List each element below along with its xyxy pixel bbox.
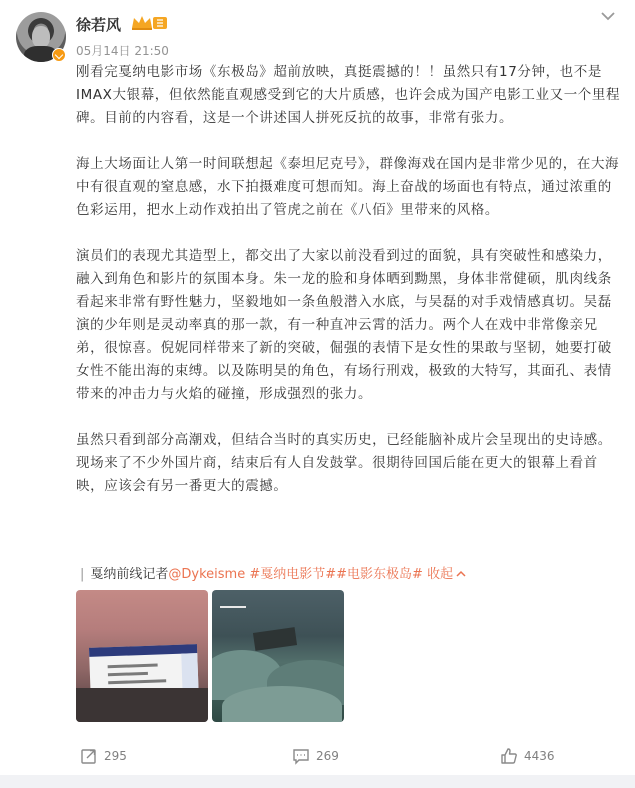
post-body (76, 61, 621, 521)
post-paragraph: 演员们的表现尤其造型上，都交出了大家以前没看到过的面貌，具有突破性和感染力，融入到角色和影片的氛围本身。朱一龙的脸和身体晒到黝黑，身体非常健硕，肌肉线条看起来非常有野性魅力，坚毅地如一条鱼般潜入水底，与吴磊的对手戏情感真切。吴磊演的少年则是灵动率真的那一款，有一种直冲云霄的活力。两个人在戏中非常像亲兄弟，很惊喜。倪妮同样带来了新的突破，倔强的表情下是女性的果敢与坚韧，她要打破女性不能出海的束缚。以及陈明昊的角色，有场行刑戏，极致的大特写，其面孔、表情带来的冲击力与火焰的碰撞，形成强烈的张力。 (76, 248, 612, 402)
post-image-poster[interactable] (212, 590, 344, 722)
feed-gap (0, 775, 635, 788)
username[interactable]: 徐若风 (76, 16, 122, 34)
avatar-face (32, 26, 50, 48)
post-source-line (80, 563, 466, 582)
repost-count: 295 (104, 749, 127, 763)
comment-button[interactable] (292, 747, 339, 765)
verified-badge-icon (52, 48, 66, 62)
action-bar (0, 742, 635, 770)
chevron-up-icon (456, 570, 466, 578)
comment-count: 269 (316, 749, 339, 763)
collapse-button[interactable] (427, 567, 466, 582)
post-paragraph: 刚看完戛纳电影市场《东极岛》超前放映，真挺震撼的！！虽然只有17分钟，也不是IMAX大银幕，但依然能直观感受到它的大片质感，也许会成为国产电影工业又一个里程碑。目前的内容看，这是一个讲述国人拼死反抗的故事，非常有张力。 (76, 64, 621, 126)
thumbs-up-icon (500, 747, 518, 765)
hashtag-link[interactable]: #戛纳电影节##电影东极岛# (249, 567, 423, 582)
mention-link[interactable]: @Dykeisme (168, 567, 246, 582)
collapse-label: 收起 (427, 567, 454, 582)
source-prefix: 戛纳前线记者 (90, 567, 169, 582)
post-paragraph: 海上大场面让人第一时间联想起《泰坦尼克号》，群像海戏在国内是非常少见的，在大海中有很直观的窒息感，水下拍摄难度可想而知。海上奋战的场面也有特点，通过浓重的色彩运用，把水上动作戏拍出了管虎之前在《八佰》里带来的风格。 (76, 156, 620, 218)
ship-shape (253, 627, 297, 651)
chevron-down-icon[interactable] (600, 10, 616, 22)
poster-logo (220, 596, 246, 608)
like-count: 4436 (524, 749, 555, 763)
like-button[interactable] (500, 747, 555, 765)
comment-icon (292, 747, 310, 765)
crown-badge-icon[interactable] (130, 14, 168, 31)
post-image-ticket[interactable] (76, 590, 208, 722)
post-paragraph: 虽然只看到部分高潮戏，但结合当时的真实历史，已经能脑补成片会呈现出的史诗感。现场来了不少外国片商，结束后有人自发鼓掌。很期待回国后能在更大的银幕上看首映，应该会有另一番更大的震撼。 (76, 432, 612, 494)
repost-icon (80, 747, 98, 765)
repost-button[interactable] (80, 747, 127, 765)
divider-bar: | (80, 567, 85, 582)
post-timestamp[interactable]: 05月14日 21:50 (76, 44, 169, 58)
